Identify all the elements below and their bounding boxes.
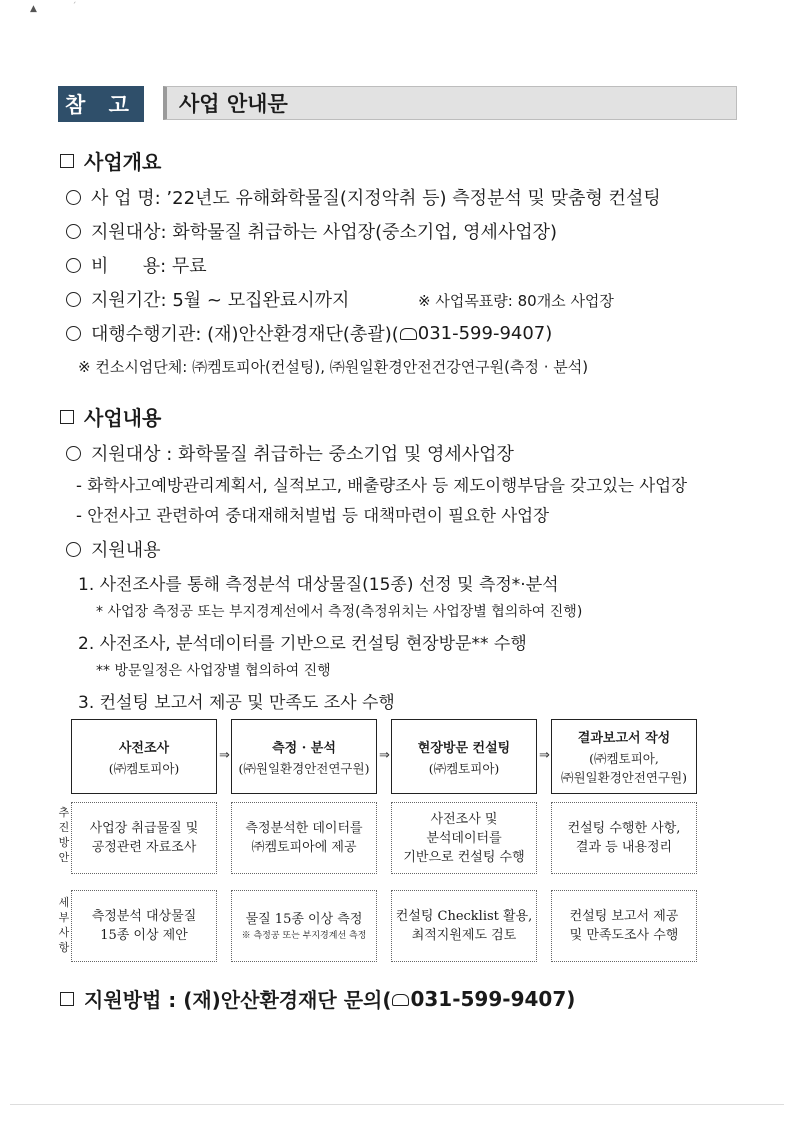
header-tag: 참 고 xyxy=(58,86,144,122)
item-label: 대행수행기관: xyxy=(91,324,202,345)
cell-line: 분석데이터를 xyxy=(426,830,502,846)
target-goal-note: ※ 사업목표량: 80개소 사업장 xyxy=(418,292,614,310)
circle-icon xyxy=(66,326,81,341)
double-arrow-icon: ⇒ xyxy=(539,748,550,763)
step-note: ** 방문일정은 사업장별 협의하여 진행 xyxy=(96,663,331,679)
section-overview-heading xyxy=(60,146,161,175)
detail-cell xyxy=(231,890,377,962)
page-title: 사업 안내문 xyxy=(163,86,737,120)
flow-box-title: 결과보고서 작성 xyxy=(577,731,671,746)
cell-line: ※ 측정공 또는 부지경계선 측정 xyxy=(241,930,367,941)
cell-line: 컨설팅 보고서 제공 xyxy=(569,909,679,924)
square-icon xyxy=(60,154,74,168)
cell-line: 사업장 취급물질 및 xyxy=(89,821,199,836)
flow-box-title: 사전조사 xyxy=(118,740,170,756)
overview-item-period xyxy=(66,286,349,312)
square-icon xyxy=(60,410,74,424)
content-target-text: 지원대상 : 화학물질 취급하는 중소기업 및 영세사업장 xyxy=(91,444,514,465)
circle-icon xyxy=(66,446,81,461)
cell-line: 측정분석 대상물질 xyxy=(91,909,197,924)
target-sub-item: - 안전사고 관련하여 중대재해처벌법 등 대책마련이 필요한 사업장 xyxy=(76,506,550,525)
circle-icon xyxy=(66,190,81,205)
item-label: 지원대상: xyxy=(91,222,167,243)
cell-line: ㈜켐토피아에 제공 xyxy=(251,840,357,855)
flow-box-title: 현장방문 컨설팅 xyxy=(417,740,511,756)
support-heading xyxy=(66,536,161,562)
flow-box-sub: (㈜켐토피아, xyxy=(589,751,659,766)
cell-line: 사전조사 및 xyxy=(430,811,498,827)
cell-line: 결과 등 내용정리 xyxy=(575,840,673,855)
consortium-note: ※ 컨소시엄단체: ㈜켐토피아(컨설팅), ㈜원일환경안전건강연구원(측정 · 분석) xyxy=(78,358,589,376)
item-value: ’22년도 유해화학물질(지정악취 등) 측정분석 및 맞춤형 컨설팅 xyxy=(166,188,661,209)
step-item: 1. 사전조사를 통해 측정분석 대상물질(15종) 선정 및 측정*·분석 xyxy=(78,575,559,595)
cell-line: 기반으로 컨설팅 수행 xyxy=(403,849,525,865)
phone-icon xyxy=(400,328,417,340)
plan-cell xyxy=(391,802,537,874)
item-label: 사 업 명: xyxy=(91,188,161,209)
double-arrow-icon: ⇒ xyxy=(379,748,390,763)
plan-cell xyxy=(551,802,697,874)
flow-box-measure xyxy=(231,719,377,794)
item-label: 지원기간: xyxy=(91,290,167,311)
bottom-rule xyxy=(10,1104,784,1105)
square-icon xyxy=(60,992,74,1006)
flow-box-sub: ㈜원일환경안전연구원) xyxy=(560,770,688,785)
cell-line: 컨설팅 수행한 사항, xyxy=(567,821,681,836)
step-item: 2. 사전조사, 분석데이터를 기반으로 컨설팅 현장방문** 수행 xyxy=(78,634,527,654)
support-method-text: 지원방법 : (재)안산환경재단 문의( xyxy=(84,988,392,1012)
circle-icon xyxy=(66,292,81,307)
support-method xyxy=(60,984,575,1013)
item-value: 무료 xyxy=(171,256,207,277)
section-heading-text: 사업내용 xyxy=(84,406,162,430)
flow-box-presurvey xyxy=(71,719,217,794)
flow-box-sub: (㈜원일환경안전연구원) xyxy=(238,760,370,776)
flow-box-sub: (㈜켐토피아) xyxy=(108,760,180,776)
overview-item-cost xyxy=(66,252,207,278)
circle-icon xyxy=(66,258,81,273)
overview-item-agency xyxy=(66,320,552,346)
phone-number: 031-599-9407) xyxy=(410,986,576,1011)
phone-number: 031-599-9407) xyxy=(417,322,553,344)
scan-mark: ▲ xyxy=(30,4,37,14)
double-arrow-icon: ⇒ xyxy=(219,748,230,763)
plan-cell xyxy=(71,802,217,874)
item-label: 비 용: xyxy=(91,256,167,277)
plan-cell xyxy=(231,802,377,874)
section-heading-text: 사업개요 xyxy=(84,150,162,174)
cell-line: 물질 15종 이상 측정 xyxy=(245,911,363,927)
circle-icon xyxy=(66,224,81,239)
cell-line: 최적지원제도 검토 xyxy=(411,928,517,943)
flow-box-visit xyxy=(391,719,537,794)
flow-box-sub: (㈜켐토피아) xyxy=(428,760,500,776)
step-item: 3. 컨설팅 보고서 제공 및 만족도 조사 수행 xyxy=(78,693,395,713)
cell-line: 공정관련 자료조사 xyxy=(91,840,197,855)
cell-line: 측정분석한 데이터를 xyxy=(245,821,363,836)
detail-cell xyxy=(391,890,537,962)
cell-line: 15종 이상 제안 xyxy=(100,928,188,943)
item-value: (재)안산환경재단(총괄)( xyxy=(207,324,399,345)
content-target xyxy=(66,440,514,466)
flow-box-title: 측정 · 분석 xyxy=(272,740,336,756)
phone-icon xyxy=(392,994,409,1006)
cell-line: 및 만족도조사 수행 xyxy=(569,928,679,943)
detail-cell xyxy=(71,890,217,962)
item-value: 5월 ~ 모집완료시까지 xyxy=(172,290,350,311)
scan-mark: ´ xyxy=(72,2,77,12)
row-label-detail: 세부사항 xyxy=(58,896,70,954)
support-heading-text: 지원내용 xyxy=(91,540,161,561)
step-note: * 사업장 측정공 또는 부지경계선에서 측정(측정위치는 사업장별 협의하여 진행) xyxy=(96,604,583,620)
overview-item-name xyxy=(66,184,661,210)
item-value: 화학물질 취급하는 사업장(중소기업, 영세사업장) xyxy=(172,222,558,243)
detail-cell xyxy=(551,890,697,962)
cell-line: 컨설팅 Checklist 활용, xyxy=(395,909,533,924)
row-label-plan: 추진방안 xyxy=(58,806,70,864)
section-content-heading xyxy=(60,402,161,431)
circle-icon xyxy=(66,542,81,557)
target-sub-item: - 화학사고예방관리계획서, 실적보고, 배출량조사 등 제도이행부담을 갖고있는 사업장 xyxy=(76,476,688,495)
flow-box-report xyxy=(551,719,697,794)
overview-item-target xyxy=(66,218,557,244)
